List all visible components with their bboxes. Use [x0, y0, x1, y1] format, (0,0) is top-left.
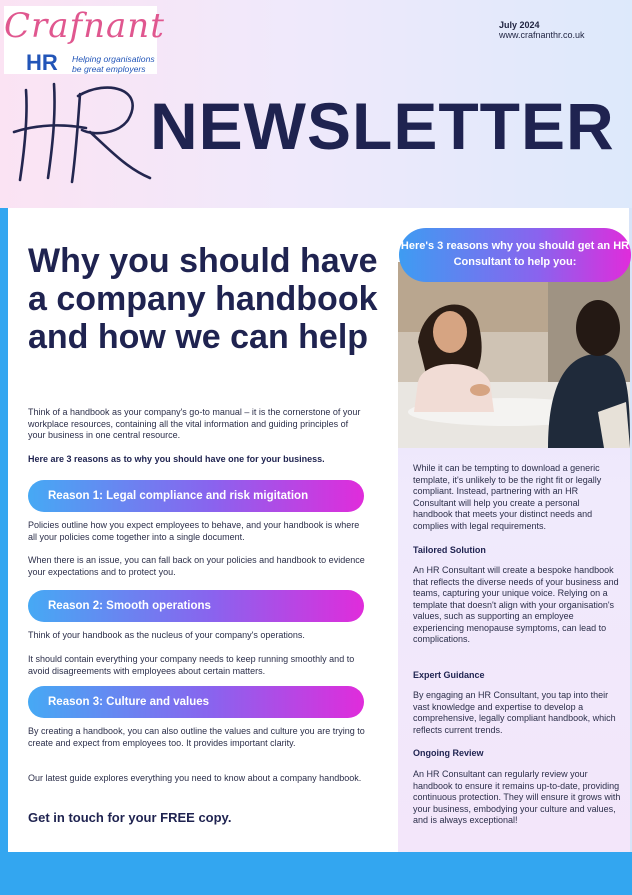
call-to-action[interactable]: Get in touch for your FREE copy. — [28, 810, 232, 825]
sidebar-section-body: An HR Consultant will create a bespoke handbook that reflects the diverse needs of your business and teams, capturing your unique voice. Relying on a template that doesn't align with your organisation's values, such as supporting an employee experiencing menopause symptoms, can lead to complications. — [413, 565, 619, 644]
sidebar-heading: Here's 3 reasons why you should get an HR Consultant to help you: — [400, 240, 630, 268]
intro-paragraph: Think of a handbook as your company's go-to manual – it is the cornerstone of your workplace resources, containing all the vital information and guiding principles of your business in one central resource. — [28, 407, 361, 440]
left-accent-bar — [0, 208, 8, 895]
issue-date: July 2024 — [499, 20, 540, 30]
reason-2-paragraph-2: It should contain everything your company needs to keep running smoothly and to avoid disagreements with employees about certain matters. — [28, 654, 355, 676]
article-title: Why you should have a company handbook and how we can help — [28, 242, 378, 356]
sidebar-section-body: An HR Consultant can regularly review your handbook to ensure it remains up-to-date, providing continuous protection. They will ensure it grows with your business, embodying your culture and values, and is always exceptional! — [413, 769, 621, 825]
sidebar-section-title: Tailored Solution — [413, 545, 486, 555]
newsletter-header — [0, 0, 632, 208]
hr-script-lettering — [8, 68, 158, 188]
reason-1-label: Reason 1: Legal compliance and risk migitation — [48, 490, 309, 502]
sidebar-intro: While it can be tempting to download a generic template, it's unlikely to be the right fit or legally compliant. Instead, partnering with an HR Consultant will help you create a personal handbook that meets your distinct needs and complies with legal requirements. — [413, 463, 602, 531]
logo-tagline-line-2: be great employers — [72, 64, 146, 74]
reason-1-paragraph-1: Policies outline how you expect employees to behave, and your handbook is where all your policies come together into a single document. — [28, 520, 360, 542]
footer-bar — [0, 852, 632, 895]
reason-3-banner — [28, 686, 364, 718]
consultant-photo — [398, 262, 630, 448]
newsletter-title: NEWSLETTER — [150, 89, 615, 163]
reason-3-paragraph-1: By creating a handbook, you can also outline the values and culture you are trying to create and expect from employees too. It provides important clarity. — [28, 726, 365, 748]
reason-2-paragraph-1: Think of your handbook as the nucleus of your company's operations. — [28, 630, 305, 640]
sidebar-section-body: By engaging an HR Consultant, you tap into their vast knowledge and expertise to develop a comprehensive, legally compliant handbook, which reflects current trends. — [413, 690, 616, 735]
reason-1-banner — [28, 480, 364, 512]
reason-2-banner — [28, 590, 364, 622]
reason-3-paragraph-2: Our latest guide explores everything you need to know about a company handbook. — [28, 773, 362, 783]
website-link[interactable]: www.crafnanthr.co.uk — [499, 30, 585, 40]
reasons-intro: Here are 3 reasons as to why you should have one for your business. — [28, 454, 325, 464]
crafnant-hr-logo — [4, 6, 165, 75]
logo-tagline-line-1: Helping organisations — [72, 54, 155, 64]
sidebar-section-title: Ongoing Review — [413, 748, 484, 758]
logo-script-text: Crafnant — [4, 6, 165, 46]
reason-3-label: Reason 3: Culture and values — [48, 696, 210, 708]
reason-1-paragraph-2: When there is an issue, you can fall back on your policies and handbook to evidence your expectations and to protect you. — [28, 555, 365, 577]
logo-hr-text: HR — [26, 50, 58, 75]
sidebar-section-title: Expert Guidance — [413, 670, 485, 680]
sidebar-heading-banner — [399, 228, 631, 282]
reason-2-label: Reason 2: Smooth operations — [48, 600, 211, 612]
